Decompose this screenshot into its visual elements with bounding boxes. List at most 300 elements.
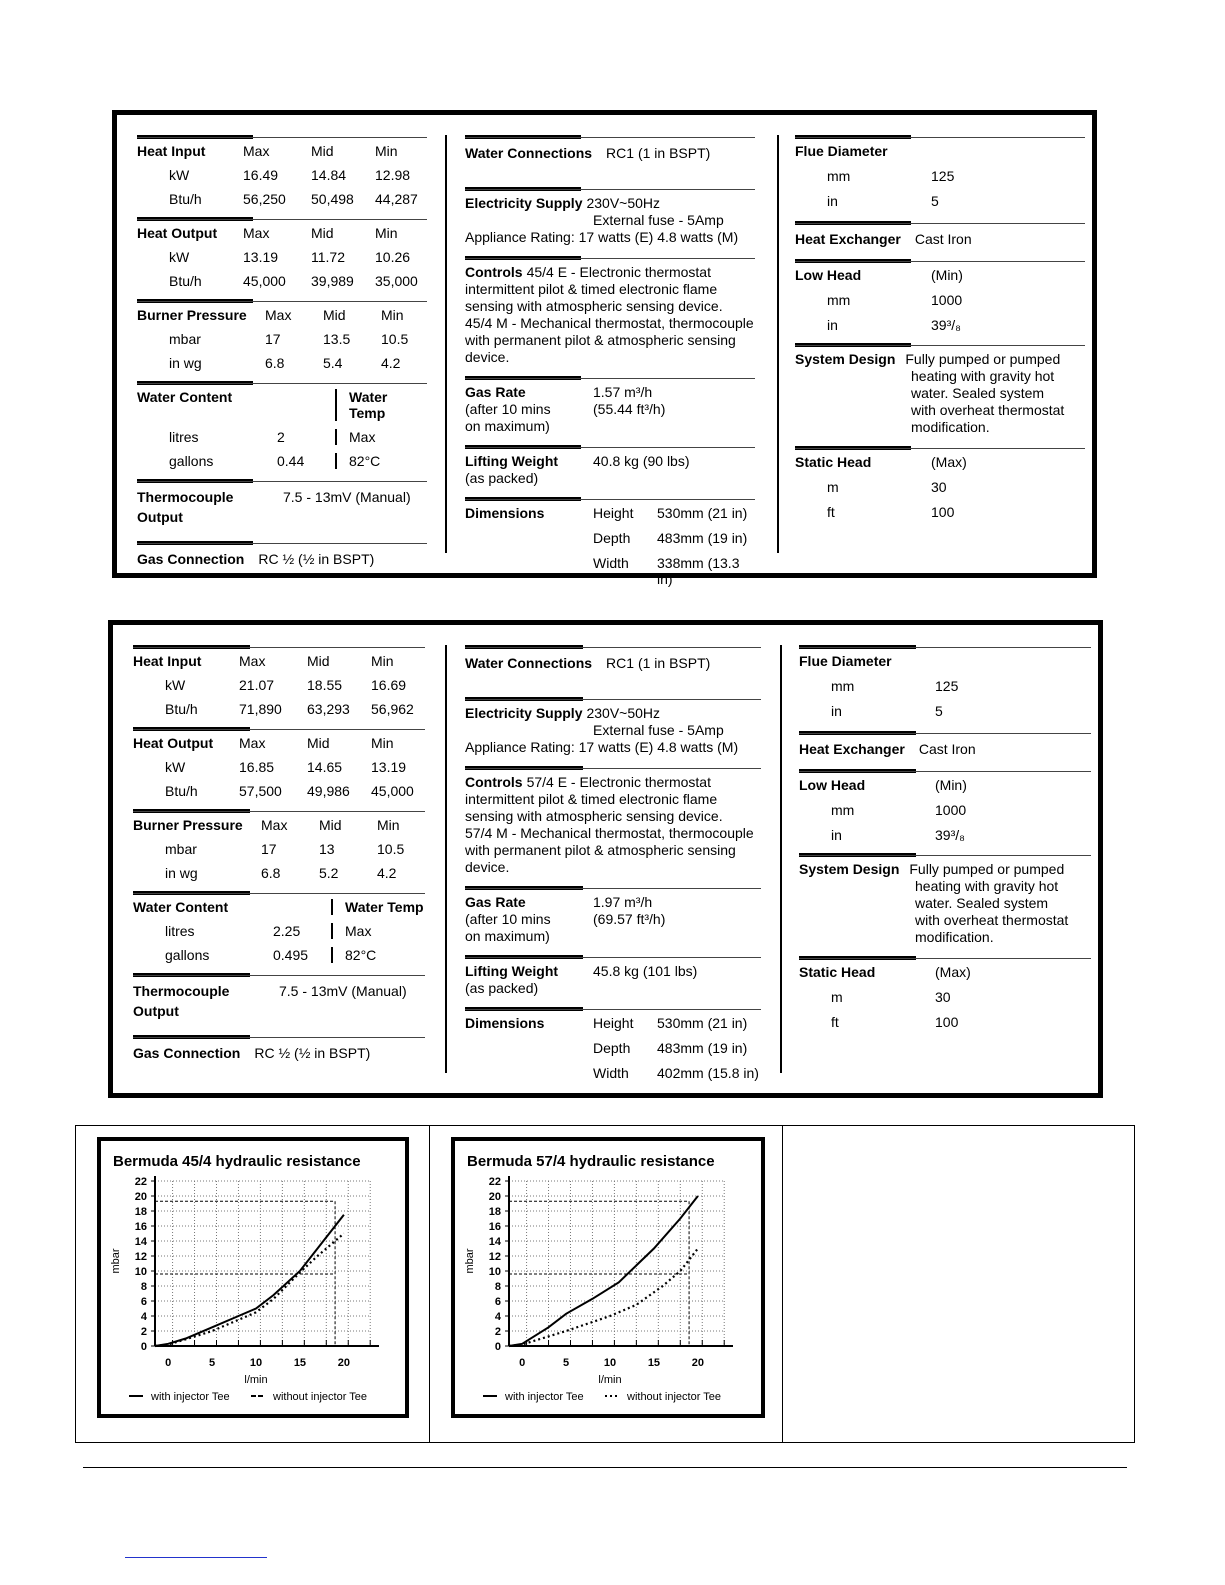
cell-value: 6.8 [261, 865, 281, 881]
section-rule [465, 955, 761, 958]
row-label: in [831, 827, 842, 843]
row-label: kW [169, 167, 190, 183]
spec-block [799, 861, 1091, 946]
y-tick-label: 18 [134, 1206, 147, 1218]
spec-section-low-head [799, 763, 1091, 843]
rule-thin [465, 888, 761, 889]
cell-value: 21.07 [239, 677, 275, 693]
cell-value: 530mm (21 in) [657, 505, 748, 521]
column-header: Min [371, 653, 394, 669]
y-tick-label: 8 [494, 1281, 501, 1293]
x-tick-label: 0 [519, 1357, 526, 1369]
spec-row [465, 894, 761, 945]
spec-section-thermocouple-output [133, 967, 425, 1021]
column-header: Mid [311, 143, 334, 159]
cell-value: 2 [277, 429, 285, 445]
spec-table [465, 505, 755, 587]
text-line: device. [465, 859, 510, 875]
row-label: mm [831, 678, 855, 694]
value-cell [593, 963, 761, 997]
spec-panel-57-4 [108, 620, 1103, 1098]
spec-section-electricity-supply [465, 181, 755, 246]
rule-thin [465, 699, 761, 700]
spec-section-controls [465, 760, 761, 876]
section-subtitle: (after 10 mins [465, 401, 551, 417]
section-title: Heat Output [133, 735, 214, 751]
row-label: in wg [169, 355, 202, 371]
rule-thin [465, 957, 761, 958]
cell-value: 45,000 [371, 783, 414, 799]
spec-block [465, 195, 755, 246]
column-header: Mid [323, 307, 346, 323]
rule-thin [137, 481, 427, 482]
y-tick-label: 12 [488, 1251, 501, 1263]
rule-thin [465, 189, 755, 190]
section-subtitle: on maximum) [465, 928, 550, 944]
section-rule [133, 891, 425, 894]
section-title: Low Head [795, 267, 862, 283]
cell-value: 18.55 [307, 677, 343, 693]
row-label: Btu/h [165, 701, 198, 717]
rule-thin [137, 219, 427, 220]
section-subtitle: (after 10 mins [465, 911, 551, 927]
cell-value: 82°C [335, 453, 427, 469]
row-label: ft [831, 1014, 839, 1030]
spec-table [133, 735, 425, 799]
spec-section-heat-output [137, 211, 427, 289]
rule-thin [465, 258, 755, 259]
cell-value: 5.4 [323, 355, 343, 371]
y-tick-label: 22 [488, 1176, 501, 1188]
section-rule [799, 956, 1091, 959]
cell-value: 35,000 [375, 273, 418, 289]
cell-value: 1000 [931, 292, 963, 308]
cell-value: 14.84 [311, 167, 347, 183]
cell-value: 483mm (19 in) [657, 530, 748, 546]
spec-section-lifting-weight [465, 439, 755, 487]
spacer [465, 1065, 593, 1081]
y-axis-label: mbar [464, 1248, 476, 1274]
y-tick-label: 20 [134, 1191, 147, 1203]
rule-thin [465, 499, 755, 500]
chart-title: Bermuda 57/4 hydraulic resistance [467, 1153, 715, 1170]
row-label: gallons [169, 453, 214, 469]
y-tick-label: 6 [140, 1296, 147, 1308]
section-rule [137, 135, 427, 138]
section-title: Burner Pressure [133, 817, 243, 833]
section-rule [799, 731, 1091, 734]
spec-first-line [465, 264, 755, 281]
section-rule [795, 259, 1085, 262]
spec-table [137, 225, 427, 289]
y-tick-label: 14 [134, 1236, 147, 1248]
rule-thin [137, 383, 427, 384]
column-header: Mid [307, 735, 330, 751]
section-rule [465, 697, 761, 700]
column-header: Min [381, 307, 404, 323]
row-label: kW [169, 249, 190, 265]
section-value: 7.5 - 13mV (Manual) [279, 983, 407, 999]
y-tick-label: 2 [494, 1326, 501, 1338]
cell-value: 402mm (15.8 in) [657, 1065, 759, 1081]
spec-section-flue-diameter [799, 639, 1091, 719]
value-cell [593, 384, 755, 435]
section-value: 45.8 kg (101 lbs) [593, 963, 698, 979]
chart-svg [455, 1141, 759, 1414]
y-tick-label: 22 [134, 1176, 147, 1188]
rule-thin [465, 447, 755, 448]
spec-section-low-head [795, 253, 1085, 333]
column-header: Max [239, 653, 266, 669]
section-subtitle: on maximum) [465, 418, 550, 434]
spec-section-dimensions [465, 1001, 761, 1081]
cell-value: 57,500 [239, 783, 282, 799]
section-rule [465, 376, 755, 379]
rule-thin [799, 958, 1091, 959]
x-tick-label: 10 [603, 1357, 617, 1369]
rule-thin [799, 855, 1091, 856]
section-rule [465, 766, 761, 769]
spec-block [465, 264, 755, 366]
section-qualifier: (Min) [935, 777, 967, 793]
spec-section-heat-exchanger [799, 725, 1091, 759]
cell-value: 2.25 [273, 923, 301, 939]
x-tick-label: 20 [337, 1357, 350, 1369]
spec-row [133, 1043, 425, 1063]
section-title: Heat Exchanger [799, 741, 905, 757]
spec-table [795, 454, 1085, 520]
row-label: mbar [165, 841, 197, 857]
cell-value: 483mm (19 in) [657, 1040, 748, 1056]
section-value: (69.57 ft³/h) [593, 911, 666, 927]
cell-value: 50,498 [311, 191, 354, 207]
rule-thin [133, 975, 425, 976]
row-label: Height [593, 505, 634, 521]
section-title-water-temp: Water Temp [335, 389, 427, 421]
row-label: in wg [165, 865, 198, 881]
spec-table [795, 143, 1085, 209]
cell-value: 17 [261, 841, 277, 857]
cell-value: 100 [931, 504, 955, 520]
series-line-with-injector-tee [509, 1196, 698, 1346]
spec-column-2 [465, 129, 755, 591]
spec-table [799, 653, 1091, 719]
spec-table [137, 389, 427, 469]
value-cell [593, 894, 761, 945]
cell-value: 71,890 [239, 701, 282, 717]
cell-value: 17 [265, 331, 281, 347]
y-tick-label: 14 [488, 1236, 501, 1248]
row-label: mm [831, 802, 855, 818]
spec-first-line [465, 195, 755, 212]
legend-label: without injector Tee [627, 1391, 721, 1403]
section-title: Controls [465, 774, 523, 790]
cell-value: 12.98 [375, 167, 411, 183]
spacer [465, 530, 593, 546]
column-header: Mid [319, 817, 342, 833]
section-title: Burner Pressure [137, 307, 247, 323]
cell-value: 63,293 [307, 701, 350, 717]
section-title: Flue Diameter [799, 653, 892, 669]
spec-section-gas-connection [137, 535, 427, 569]
section-rule [795, 135, 1085, 138]
spec-section-system-design [795, 337, 1085, 436]
section-rule [137, 541, 427, 544]
cell-value: 530mm (21 in) [657, 1015, 748, 1031]
section-title: Gas Rate [465, 894, 526, 910]
rule-thin [137, 137, 427, 138]
x-tick-label: 0 [165, 1357, 172, 1369]
rule-thin [465, 378, 755, 379]
column-header: Max [243, 225, 270, 241]
section-value: 230V~50Hz [586, 705, 661, 721]
y-tick-label: 8 [140, 1281, 147, 1293]
spec-section-gas-rate [465, 880, 761, 945]
column-divider [780, 645, 782, 1073]
x-axis-label: l/min [598, 1374, 622, 1386]
cell-value: 125 [931, 168, 955, 184]
cell-value: 13 [319, 841, 335, 857]
series-line-without-injector-tee [509, 1249, 698, 1347]
section-title: Controls [465, 264, 523, 280]
section-rule [795, 343, 1085, 346]
cell-value: 30 [935, 989, 951, 1005]
spec-section-burner-pressure [133, 803, 425, 881]
row-label: mbar [169, 331, 201, 347]
spec-row [137, 487, 427, 527]
cell-value: 13.19 [243, 249, 279, 265]
section-value: RC ½ (½ in BSPT) [254, 1045, 371, 1061]
cell-value: Max [335, 429, 427, 445]
row-label: gallons [165, 947, 210, 963]
y-tick-label: 12 [134, 1251, 147, 1263]
section-value: RC1 (1 in BSPT) [606, 145, 711, 161]
section-title: Dimensions [465, 505, 545, 521]
column-header: Max [265, 307, 292, 323]
section-title: System Design [799, 861, 900, 877]
cell-value: 1000 [935, 802, 967, 818]
spacer [277, 389, 335, 421]
spec-row [465, 653, 761, 673]
row-label: mm [827, 292, 851, 308]
column-header: Mid [311, 225, 334, 241]
spec-column-3 [799, 639, 1091, 1034]
row-label: kW [165, 677, 186, 693]
footer-rule [83, 1467, 1127, 1468]
x-axis-label: l/min [244, 1374, 268, 1386]
section-value: Fully pumped or pumped [905, 351, 1061, 367]
spec-row [133, 981, 425, 1021]
x-tick-label: 20 [691, 1357, 704, 1369]
section-title: Flue Diameter [795, 143, 888, 159]
section-rule [465, 886, 761, 889]
column-header: Mid [307, 653, 330, 669]
rule-thin [799, 771, 1091, 772]
row-label: Depth [593, 530, 631, 546]
column-header: Min [375, 225, 398, 241]
x-tick-label: 10 [249, 1357, 263, 1369]
text-line: intermittent pilot & timed electronic flame [465, 281, 718, 297]
section-rule [465, 645, 761, 648]
cell-value: 10.5 [381, 331, 409, 347]
spec-section-heat-input [133, 639, 425, 717]
chart-svg [101, 1141, 405, 1414]
section-value: 45/4 E - Electronic thermostat [526, 264, 711, 280]
label-cell [465, 894, 593, 945]
section-rule [795, 221, 1085, 224]
column-divider [445, 645, 447, 1073]
spacer [465, 1040, 593, 1056]
section-qualifier: (Min) [931, 267, 963, 283]
y-tick-label: 16 [488, 1221, 501, 1233]
row-label: Width [593, 1065, 629, 1081]
spec-column-1 [137, 129, 427, 573]
spec-row [799, 739, 1091, 759]
section-rule [465, 1007, 761, 1010]
cell-value: 16.85 [239, 759, 275, 775]
section-rule [795, 446, 1085, 449]
spec-table [465, 1015, 761, 1081]
section-value: 230V~50Hz [586, 195, 661, 211]
row-label: Depth [593, 1040, 631, 1056]
section-title: Dimensions [465, 1015, 545, 1031]
text-line: modification. [911, 419, 990, 435]
text-line: intermittent pilot & timed electronic flame [465, 791, 718, 807]
cell-value: 0.495 [273, 947, 309, 963]
spec-section-electricity-supply [465, 691, 761, 756]
section-title: Water Content [133, 899, 229, 915]
section-value: 7.5 - 13mV (Manual) [283, 489, 411, 505]
row-label: m [831, 989, 843, 1005]
cell-value: 6.8 [265, 355, 285, 371]
row-label: in [827, 317, 838, 333]
cell-value: 39,989 [311, 273, 354, 289]
section-value: 1.57 m³/h [593, 384, 653, 400]
spec-first-line [465, 774, 761, 791]
value-cell [593, 453, 755, 487]
cell-value: 30 [931, 479, 947, 495]
y-tick-label: 6 [494, 1296, 501, 1308]
rule-thin [795, 137, 1085, 138]
spacer [465, 555, 593, 587]
cell-value: 56,962 [371, 701, 414, 717]
section-value: Cast Iron [918, 741, 976, 757]
cell-value: 39³/₈ [935, 827, 965, 843]
section-rule [465, 445, 755, 448]
spec-row [795, 229, 1085, 249]
section-title: Static Head [795, 454, 872, 470]
section-title: Gas Connection [133, 1045, 241, 1061]
frame-divider [782, 1126, 783, 1442]
charts-frame [75, 1125, 1135, 1443]
cell-value: 13.19 [371, 759, 407, 775]
cell-value: Max [331, 923, 425, 939]
row-label: Btu/h [169, 191, 202, 207]
cell-value: 5.2 [319, 865, 339, 881]
y-tick-label: 4 [140, 1311, 147, 1323]
text-line: sensing with atmospheric sensing device. [465, 808, 723, 824]
spec-section-water-content [137, 375, 427, 469]
section-qualifier: (Max) [931, 454, 967, 470]
rule-thin [795, 448, 1085, 449]
section-rule [137, 299, 427, 302]
rule-thin [133, 1037, 425, 1038]
text-line: Appliance Rating: 17 watts (E) 4.8 watts (M) [465, 739, 739, 755]
section-title: Lifting Weight [465, 963, 559, 979]
section-rule [799, 853, 1091, 856]
section-rule [133, 727, 425, 730]
spec-column-3 [795, 129, 1085, 524]
section-title: Gas Connection [137, 551, 245, 567]
spec-block [465, 774, 761, 876]
text-line: heating with gravity hot [915, 878, 1059, 894]
section-rule [465, 256, 755, 259]
rule-thin [133, 811, 425, 812]
y-tick-label: 20 [488, 1191, 501, 1203]
spacer [273, 899, 331, 915]
spec-section-water-connections [465, 129, 755, 163]
legend-label: with injector Tee [151, 1391, 230, 1403]
column-divider [445, 135, 447, 553]
label-cell [465, 384, 593, 435]
y-tick-label: 0 [140, 1341, 147, 1353]
series-line-with-injector-tee [155, 1215, 344, 1346]
cell-value: 4.2 [377, 865, 397, 881]
text-line: with permanent pilot & atmospheric sensing [465, 332, 736, 348]
text-line: with permanent pilot & atmospheric sensing [465, 842, 736, 858]
rule-thin [795, 223, 1085, 224]
section-rule [133, 1035, 425, 1038]
rule-thin [799, 733, 1091, 734]
y-tick-label: 16 [134, 1221, 147, 1233]
spec-table [799, 777, 1091, 843]
section-title: Low Head [799, 777, 866, 793]
row-label: Width [593, 555, 629, 571]
section-rule [465, 497, 755, 500]
cell-value: 338mm (13.3 in) [657, 555, 740, 587]
section-title: Gas Rate [465, 384, 526, 400]
cell-value: 44,287 [375, 191, 418, 207]
section-title: Thermocouple Output [133, 983, 230, 1019]
section-rule [133, 809, 425, 812]
text-line: sensing with atmospheric sensing device. [465, 298, 723, 314]
row-label: Height [593, 1015, 634, 1031]
section-value: RC ½ (½ in BSPT) [258, 551, 375, 567]
spec-table [799, 964, 1091, 1030]
spec-section-heat-output [133, 721, 425, 799]
spec-table [795, 267, 1085, 333]
section-rule [137, 217, 427, 220]
spec-column-1 [133, 639, 425, 1067]
spec-section-static-head [795, 440, 1085, 520]
text-line: Appliance Rating: 17 watts (E) 4.8 watts (M) [465, 229, 739, 245]
rule-thin [795, 261, 1085, 262]
section-rule [133, 645, 425, 648]
spec-table [133, 899, 425, 963]
cell-value: 4.2 [381, 355, 401, 371]
spec-section-water-connections [465, 639, 761, 673]
section-title: Water Content [137, 389, 233, 405]
spec-section-burner-pressure [137, 293, 427, 371]
section-value: 57/4 E - Electronic thermostat [526, 774, 711, 790]
row-label: mm [827, 168, 851, 184]
row-label: Btu/h [165, 783, 198, 799]
section-title: Electricity Supply [465, 705, 583, 721]
section-value: 40.8 kg (90 lbs) [593, 453, 690, 469]
chart-57-4-hydraulic-resistance [451, 1137, 765, 1418]
spec-table [137, 307, 427, 371]
legend-label: with injector Tee [505, 1391, 584, 1403]
